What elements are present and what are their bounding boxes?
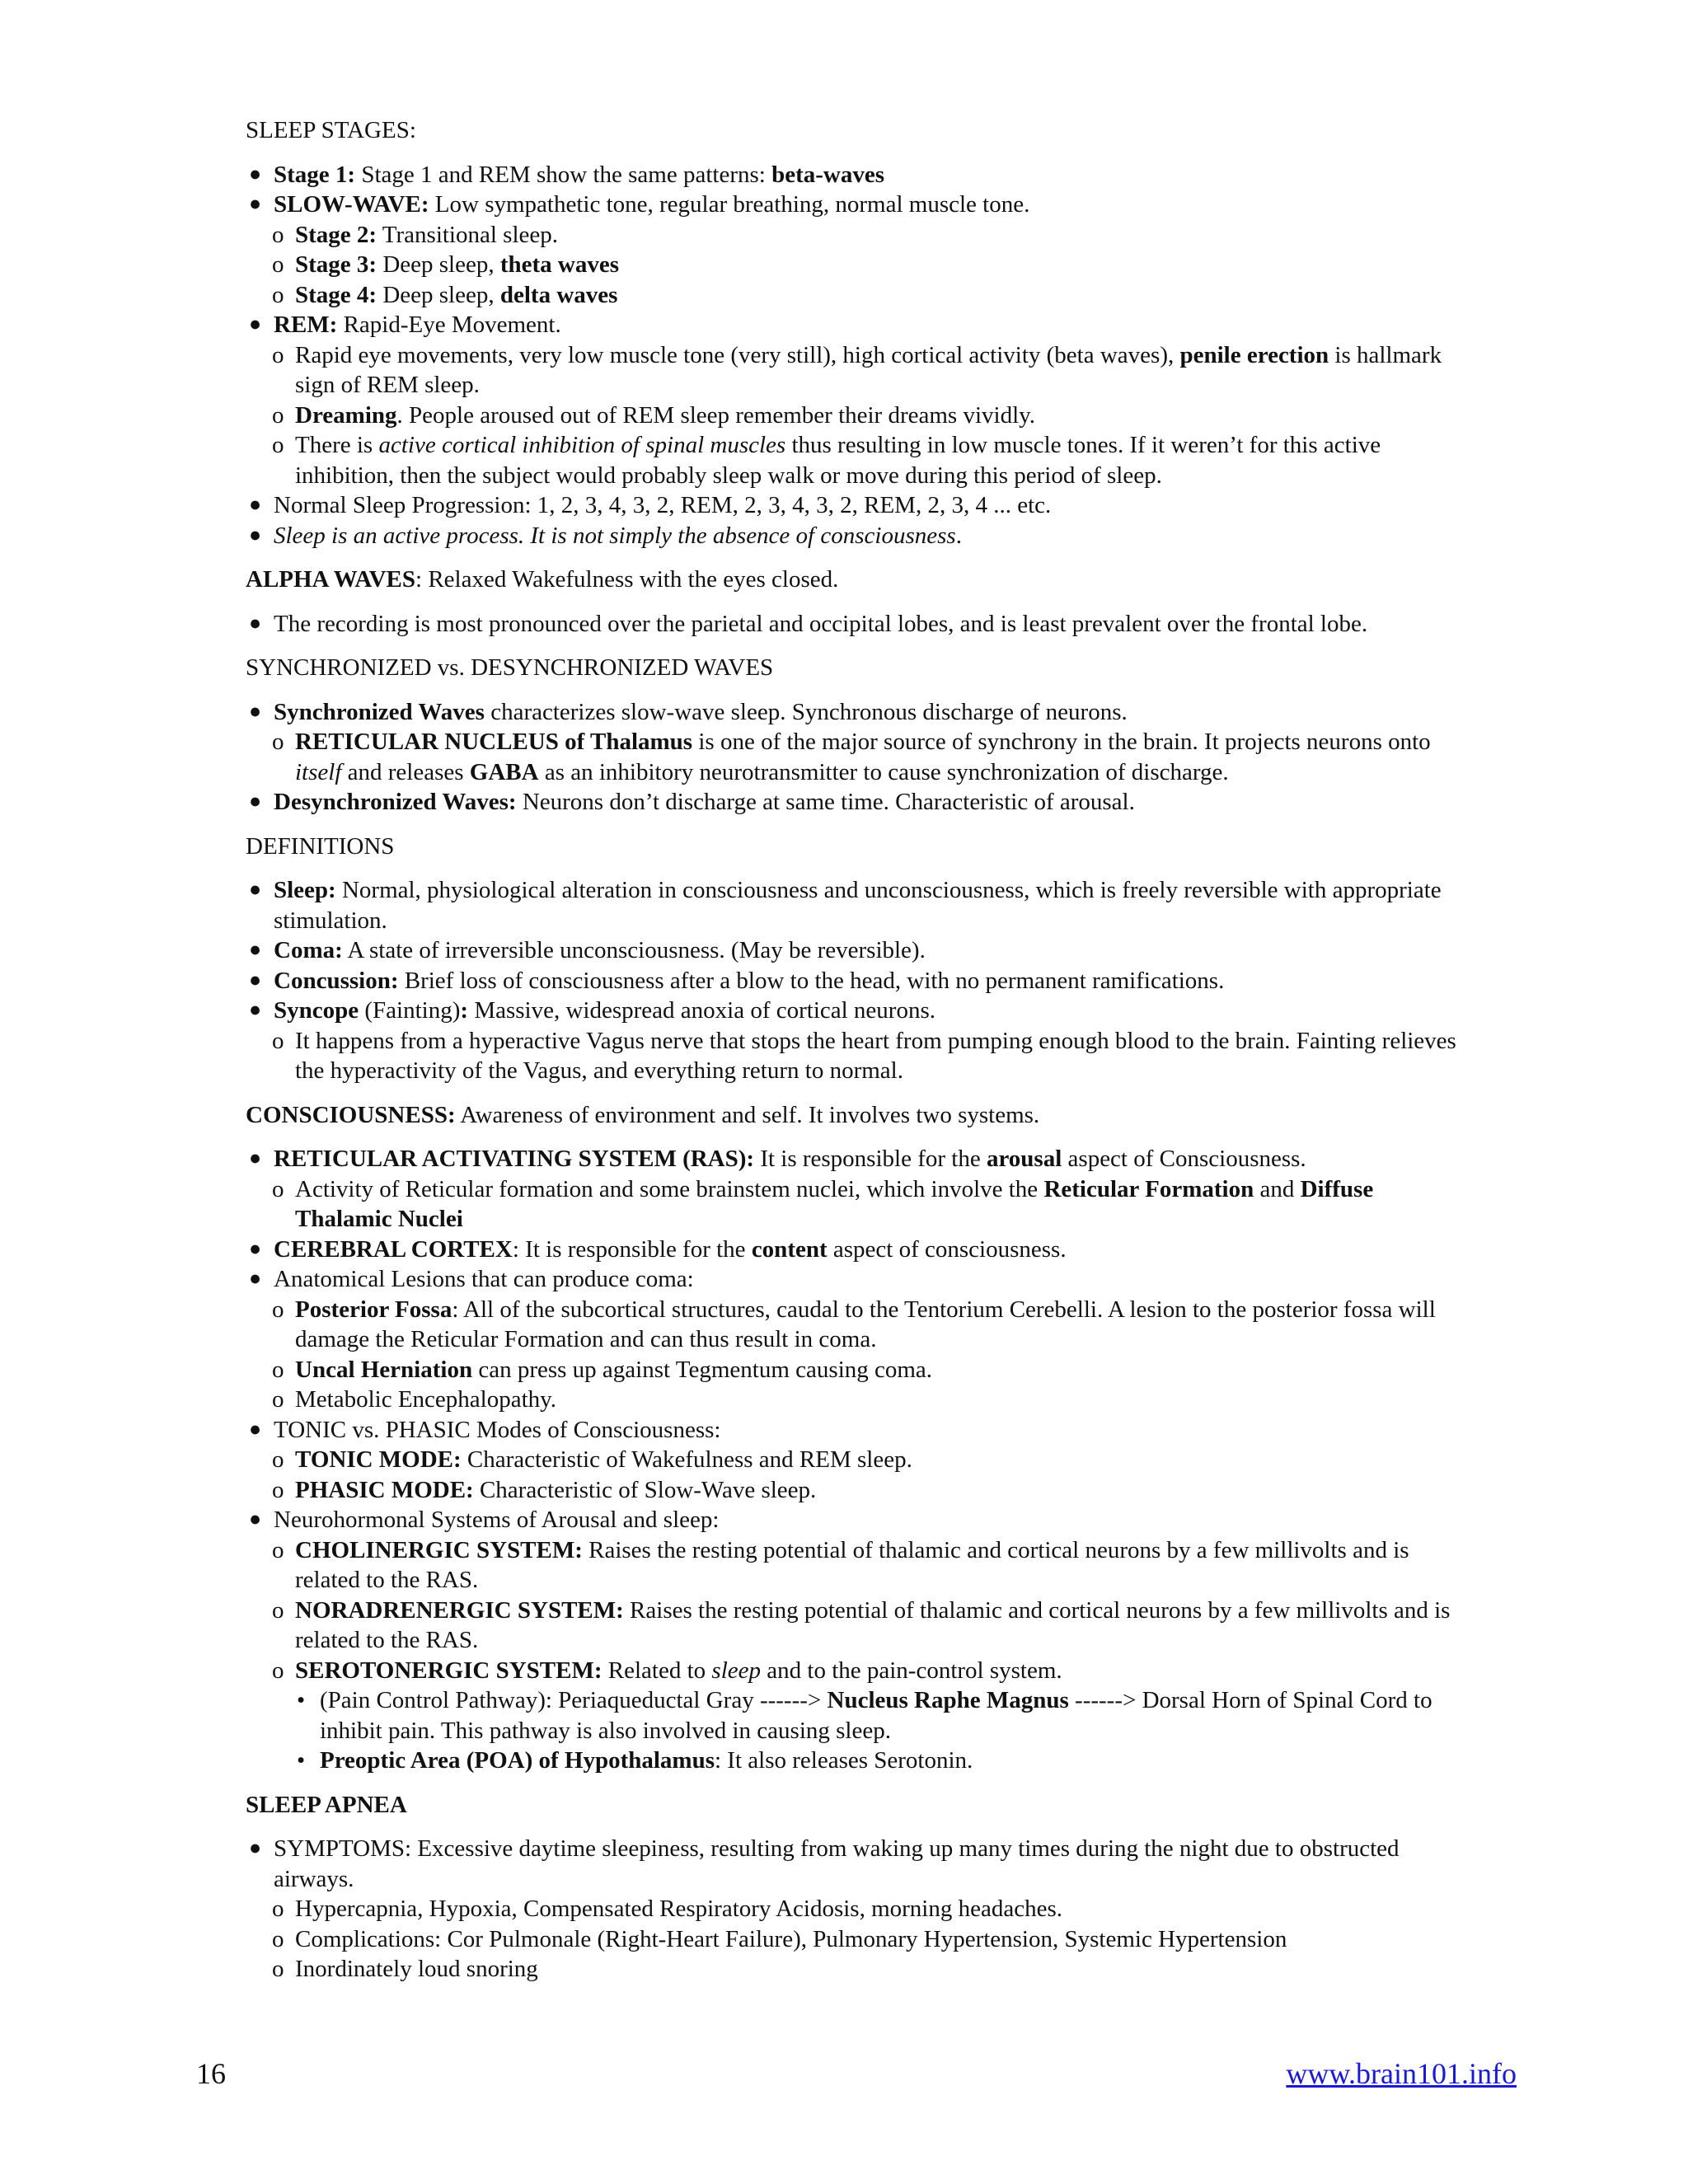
text-run: content — [751, 1235, 828, 1263]
bullet-item — [246, 521, 1457, 551]
section-heading — [246, 115, 1457, 146]
section — [246, 1790, 1457, 1985]
text-run: : It also releases Serotonin. — [715, 1747, 973, 1774]
text-run: thus resulting in low muscle tones. If it weren’t for this active inhibition, then the subject would probably sleep walk or move during this period of sleep. — [295, 432, 1381, 489]
text-run: Syncope — [274, 997, 359, 1024]
text-run: : It is responsible for the — [512, 1235, 752, 1263]
section-heading — [246, 832, 1457, 862]
text-run: Neurons don’t discharge at same time. Characteristic of arousal. — [516, 789, 1135, 815]
sub-bullet-item — [246, 1295, 1457, 1355]
text-run: Normal Sleep Progression: 1, 2, 3, 4, 3, 2, REM, 2, 3, 4, 3, 2, REM, 2, 3, 4 ... etc. — [274, 492, 1052, 518]
text-run: There is — [295, 432, 379, 458]
text-run: Stage 1: — [274, 161, 356, 188]
text-run: Characteristic of Wakefulness and REM sleep. — [461, 1446, 912, 1473]
text-run: active cortical inhibition of spinal muscles — [378, 432, 786, 458]
text-run: NORADRENERGIC SYSTEM: — [295, 1596, 624, 1624]
bullet-item — [246, 1834, 1457, 1894]
text-run: SEROTONERGIC SYSTEM: — [295, 1657, 603, 1684]
text-run: SYNCHRONIZED vs. DESYNCHRONIZED WAVES — [246, 654, 774, 681]
bullet-item — [246, 609, 1457, 640]
sub-bullet-item — [246, 220, 1457, 251]
text-run: SLEEP APNEA — [246, 1791, 407, 1818]
bullet-item — [246, 1264, 1457, 1295]
text-run: CHOLINERGIC SYSTEM: — [295, 1536, 583, 1563]
text-run: as an inhibitory neurotransmitter to cause synchronization of discharge. — [538, 758, 1229, 785]
text-run: beta-waves — [771, 161, 884, 188]
section-heading — [246, 1790, 1457, 1821]
sub-bullet-item — [246, 1954, 1457, 1985]
text-run: Preoptic Area (POA) of Hypothalamus — [320, 1747, 715, 1774]
text-run: Deep sleep, — [377, 251, 500, 278]
text-run: Dreaming — [295, 401, 397, 429]
sub-bullet-item — [246, 340, 1457, 401]
text-run: . — [955, 522, 962, 549]
text-run: and to the pain-control system. — [761, 1657, 1062, 1684]
text-run: and releases — [341, 758, 470, 785]
bullet-item — [246, 1415, 1457, 1446]
bullet-item — [246, 1144, 1457, 1174]
text-run: Reticular Formation — [1043, 1175, 1254, 1202]
text-run: : — [460, 997, 469, 1024]
sub-sub-bullet-item — [246, 1746, 1457, 1776]
bullet-item — [246, 875, 1457, 935]
text-run: and — [1254, 1175, 1301, 1202]
text-run: DEFINITIONS — [246, 832, 395, 860]
text-run: Inordinately loud snoring — [295, 1956, 538, 1982]
section-heading — [246, 1100, 1457, 1131]
text-run: Low sympathetic tone, regular breathing, normal muscle tone. — [429, 191, 1030, 218]
text-run: Nucleus Raphe Magnus — [827, 1687, 1069, 1713]
sub-bullet-item — [246, 1355, 1457, 1385]
sub-bullet-item — [246, 1174, 1457, 1235]
text-run: It happens from a hyperactive Vagus nerve that stops the heart from pumping enough blood to the brain. Fainting relieves the hyperactivity of the Vagus, and everything return to normal. — [295, 1027, 1456, 1084]
sub-bullet-item — [246, 1445, 1457, 1475]
text-run: Stage 4: — [295, 281, 377, 308]
text-run: Raises the resting potential of thalamic and cortical neurons by a few millivolts and is related to the RAS. — [295, 1596, 1451, 1653]
text-run: theta waves — [499, 251, 620, 278]
sub-bullet-item — [246, 1894, 1457, 1924]
sub-bullet-item — [246, 430, 1457, 490]
bullet-list — [246, 160, 1457, 551]
text-run: Characteristic of Slow-Wave sleep. — [473, 1476, 817, 1503]
sub-bullet-item — [246, 1924, 1457, 1955]
text-run: Posterior Fossa — [295, 1296, 452, 1323]
text-run: Sleep is an active process. It is not simply the absence of consciousness — [274, 522, 956, 549]
text-run: Massive, widespread anoxia of cortical neurons. — [468, 997, 935, 1024]
website-link[interactable]: www.brain101.info — [1286, 2057, 1517, 2090]
text-run: Hypercapnia, Hypoxia, Compensated Respiratory Acidosis, morning headaches. — [295, 1896, 1062, 1922]
text-run: arousal — [986, 1146, 1062, 1172]
bullet-item — [246, 787, 1457, 818]
text-run: is hallmark sign of REM sleep. — [295, 341, 1442, 398]
text-run: Rapid eye movements, very low muscle tone (very still), high cortical activity (beta waves), — [295, 341, 1180, 368]
text-run: characterizes slow-wave sleep. Synchronous discharge of neurons. — [484, 698, 1128, 725]
text-run: penile erection — [1179, 341, 1329, 368]
text-run: Stage 3: — [295, 251, 377, 278]
text-run: Coma: — [274, 937, 343, 963]
text-run: Concussion: — [274, 967, 399, 994]
text-run: : All of the subcortical structures, caudal to the Tentorium Cerebelli. A lesion to the posterior fossa will damage the Reticular Formation and can thus result in coma. — [295, 1296, 1436, 1352]
sub-bullet-item — [246, 1535, 1457, 1596]
sub-bullet-item — [246, 280, 1457, 311]
text-run: ------> Dorsal Horn of Spinal Cord to inhibit pain. This pathway is also involved in causing sleep. — [320, 1687, 1432, 1744]
bullet-item — [246, 160, 1457, 190]
text-run: RETICULAR ACTIVATING SYSTEM (RAS): — [274, 1146, 755, 1172]
text-run: ALPHA WAVES — [246, 566, 416, 593]
text-run: Deep sleep, — [377, 281, 500, 308]
text-run: A state of irreversible unconsciousness. (May be reversible). — [342, 937, 926, 963]
text-run: Complications: Cor Pulmonale (Right-Heart Failure), Pulmonary Hypertension, Systemic Hypertension — [295, 1925, 1287, 1952]
text-run: Raises the resting potential of thalamic and cortical neurons by a few millivolts and is related to the RAS. — [295, 1536, 1409, 1593]
text-run: delta waves — [499, 281, 618, 308]
text-run: PHASIC MODE: — [295, 1476, 474, 1503]
page-number: 16 — [196, 2057, 226, 2090]
bullet-item — [246, 935, 1457, 966]
text-run: TONIC MODE: — [295, 1446, 462, 1473]
sub-bullet-item — [246, 1596, 1457, 1656]
text-run: can press up against Tegmentum causing coma. — [472, 1356, 933, 1383]
text-run: Diffuse Thalamic Nuclei — [295, 1175, 1374, 1232]
bullet-list — [246, 875, 1457, 1086]
text-run: CONSCIOUSNESS: — [246, 1101, 456, 1128]
bullet-list — [246, 1834, 1457, 1985]
text-run: Synchronized Waves — [274, 698, 485, 725]
document-body — [246, 115, 1457, 1985]
text-run: REM: — [274, 312, 338, 338]
text-run: RETICULAR NUCLEUS of Thalamus — [295, 729, 693, 755]
sub-sub-bullet-item — [246, 1685, 1457, 1746]
text-run: SYMPTOMS: Excessive daytime sleepiness, resulting from waking up many times during the night due to obstructed airways. — [274, 1835, 1400, 1892]
sub-bullet-item — [246, 1475, 1457, 1506]
bullet-item — [246, 1505, 1457, 1535]
text-run: aspect of Consciousness. — [1062, 1146, 1306, 1172]
section-heading — [246, 565, 1457, 595]
text-run: Neurohormonal Systems of Arousal and sleep: — [274, 1507, 720, 1533]
bullet-item — [246, 996, 1457, 1026]
text-run: TONIC vs. PHASIC Modes of Consciousness: — [274, 1416, 721, 1443]
sub-bullet-item — [246, 250, 1457, 280]
text-run: aspect of consciousness. — [827, 1235, 1067, 1263]
bullet-item — [246, 697, 1457, 728]
sub-bullet-item — [246, 401, 1457, 431]
sub-bullet-item — [246, 1026, 1457, 1086]
text-run: itself — [295, 758, 342, 785]
text-run: Rapid-Eye Movement. — [337, 312, 561, 338]
text-run: (Fainting) — [359, 997, 461, 1024]
text-run: GABA — [469, 758, 539, 785]
bullet-item — [246, 966, 1457, 996]
section-heading — [246, 653, 1457, 683]
text-run: Brief loss of consciousness after a blow to the head, with no permanent ramifications. — [398, 967, 1225, 994]
text-run: Uncal Herniation — [295, 1356, 473, 1383]
text-run: Transitional sleep. — [377, 221, 558, 248]
text-run: Desynchronized Waves: — [274, 789, 517, 815]
bullet-item — [246, 490, 1457, 521]
text-run: SLEEP STAGES: — [246, 117, 416, 143]
text-run: CEREBRAL CORTEX — [274, 1235, 513, 1263]
text-run: Sleep: — [274, 877, 336, 903]
text-run: Activity of Reticular formation and some brainstem nuclei, which involve the — [295, 1175, 1044, 1202]
text-run: . People aroused out of REM sleep remember their dreams vividly. — [396, 401, 1035, 429]
sub-bullet-item — [246, 727, 1457, 787]
text-run: It is responsible for the — [754, 1146, 987, 1172]
bullet-list — [246, 609, 1457, 640]
sub-bullet-item — [246, 1385, 1457, 1415]
text-run: Normal, physiological alteration in consciousness and unconsciousness, which is freely reversible with appropriate stimulation. — [274, 877, 1442, 934]
text-run: SLOW-WAVE: — [274, 191, 429, 218]
bullet-item — [246, 310, 1457, 340]
bullet-list — [246, 1144, 1457, 1776]
bullet-item — [246, 1235, 1457, 1265]
bullet-item — [246, 190, 1457, 220]
text-run: Stage 1 and REM show the same patterns: — [355, 161, 772, 188]
text-run: Related to — [602, 1657, 712, 1684]
section — [246, 653, 1457, 818]
text-run: Stage 2: — [295, 221, 377, 248]
section — [246, 832, 1457, 1086]
text-run: The recording is most pronounced over the parietal and occipital lobes, and is least prevalent over the frontal lobe. — [274, 610, 1368, 637]
sub-bullet-item — [246, 1656, 1457, 1686]
text-run: : Relaxed Wakefulness with the eyes closed. — [415, 566, 839, 593]
text-run: Anatomical Lesions that can produce coma: — [274, 1266, 694, 1292]
text-run: Awareness of environment and self. It involves two systems. — [455, 1101, 1040, 1128]
text-run: (Pain Control Pathway): Periaqueductal Gray ------> — [320, 1687, 828, 1713]
section — [246, 1100, 1457, 1776]
section — [246, 115, 1457, 551]
bullet-list — [246, 697, 1457, 818]
text-run: sleep — [711, 1657, 762, 1684]
section — [246, 565, 1457, 639]
text-run: is one of the major source of synchrony in the brain. It projects neurons onto — [692, 729, 1431, 755]
text-run: Metabolic Encephalopathy. — [295, 1386, 557, 1413]
